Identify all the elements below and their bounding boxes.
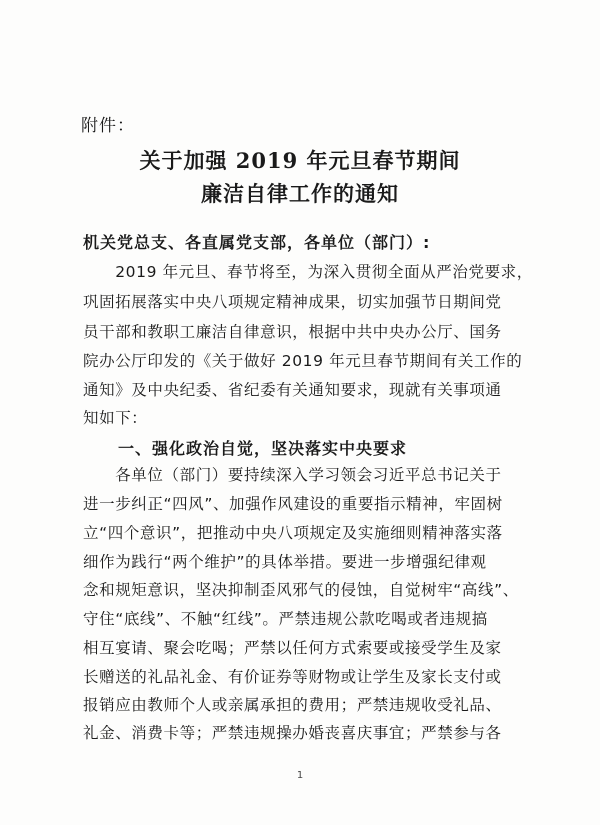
page-number: 1 [296,770,304,781]
section-1-line: 各单位（部门）要持续深入学习领会习近平总书记关于 [83,466,502,484]
intro-line: 通知》及中央纪委、省纪委有关通知要求，现就有关事项通 [83,381,502,399]
section-1-line: 礼金、消费卡等；严禁违规操办婚丧喜庆事宜；严禁参与各 [83,724,502,742]
section-1-line: 长赠送的礼品礼金、有价证券等财物或让学生及家长支付或 [83,668,502,686]
intro-line: 知如下： [83,409,148,427]
section-1-line: 立“四个意识”，把推动中央八项规定及实施细则精神落实落 [83,524,503,542]
section-1-line: 相互宴请、聚会吃喝；严禁以任何方式索要或接受学生及家 [83,639,502,657]
section-1-line: 守住“底线”、不触“红线”。严禁违规公款吃喝或者违规搞 [83,610,488,628]
title-line-2: 廉洁自律工作的通知 [201,181,399,206]
salutation: 机关党总支、各直属党支部，各单位（部门）: [83,233,431,252]
section-1-line: 进一步纠正“四风”、加强作风建设的重要指示精神，牢固树 [83,495,503,513]
intro-line: 员干部和教职工廉洁自律意识，根据中共中央办公厅、国务 [83,323,502,341]
section-1-line: 报销应由教师个人或亲属承担的费用；严禁违规收受礼品、 [83,696,502,714]
section-1-line: 念和规矩意识，坚决抑制歪风邪气的侵蚀，自觉树牢“高线”、 [83,581,519,599]
intro-line: 院办公厅印发的《关于做好 2019 年元旦春节期间有关工作的 [83,352,523,370]
title-line-1: 关于加强 2019 年元旦春节期间 [139,148,461,173]
intro-line: 巩固拓展落实中央八项规定精神成果，切实加强节日期间党 [83,293,502,311]
section-1-heading: 一、强化政治自觉，坚决落实中央要求 [118,439,408,458]
section-1-line: 细作为践行“两个维护”的具体举措。要进一步增强纪律观 [83,553,487,571]
intro-line: 2019 年元旦、春节将至，为深入贯彻全面从严治党要求， [83,263,533,281]
attachment-label: 附件： [81,116,135,136]
